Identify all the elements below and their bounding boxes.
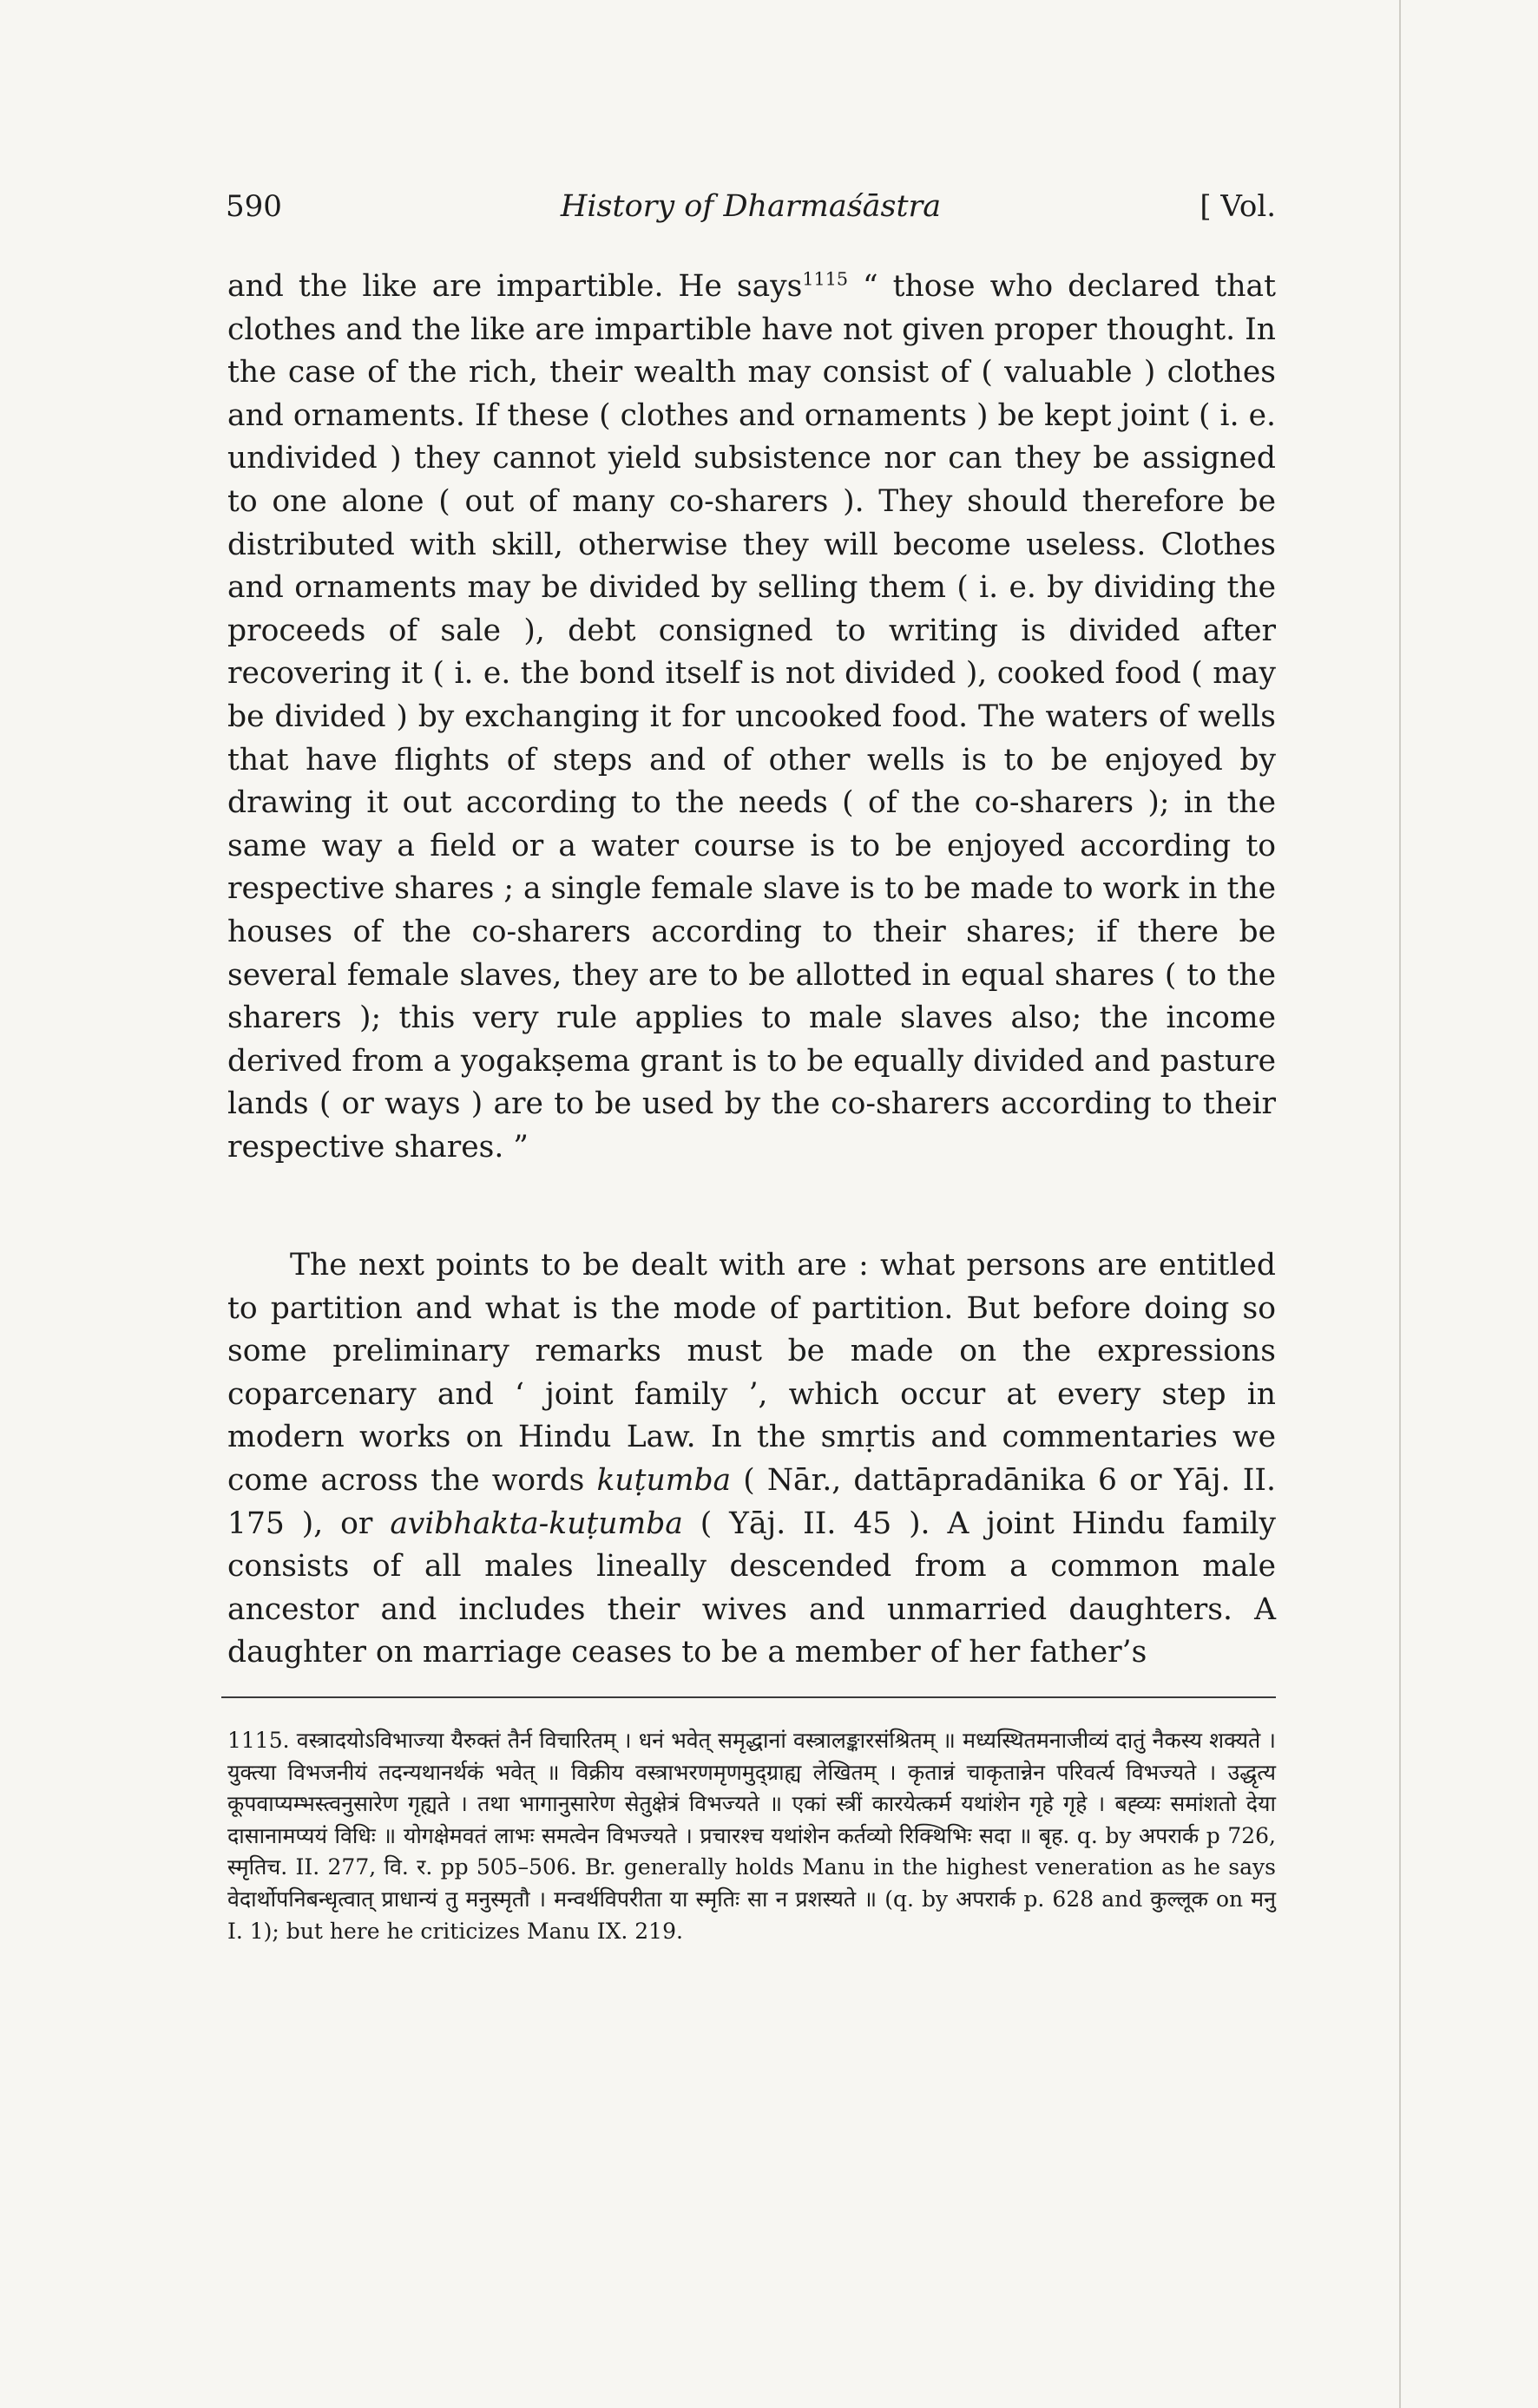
volume-marker: [ Vol. (1200, 189, 1276, 224)
footnote-reference: 1115 (802, 268, 849, 290)
term-kutumba: kuṭumba (596, 1462, 732, 1498)
para2-text-b: ( Nār., dattāpradānika 6 or Yāj. II. 175 ), or (227, 1462, 1276, 1541)
term-avibhakta-kutumba: avibhakta-kuṭumba (390, 1506, 683, 1541)
page-edge-line (1399, 0, 1401, 2408)
footnote-1115: 1115. वस्त्रादयोऽविभाज्या यैरुक्तं तैर्न विचारितम् । धनं भवेत् समृद्धानां वस्त्रालङ्कारसंश्रितम् ॥ मध्यस्थितमनाजीव्यं दातुं नैकस्य शक्यते । युक्त्या विभजनीयं तदन्यथानर्थकं भवेत् ॥ विक्रीय वस्त्राभरणमृणमुद्ग्राह्य लेखितम् । कृतान्नं चाकृतान्नेन परिवर्त्य विभज्यते । उद्धृत्य कूपवाप्यम्भस्त्वनुसारेण गृह्यते । तथा भागानुसारेण सेतुक्षेत्रं विभज्यते ॥ एकां स्त्रीं कारयेत्कर्म यथांशेन गृहे गृहे । बह्व्यः समांशतो देया दासानामप्ययं विधिः ॥ योगक्षेमवतं लाभः समत्वेन विभज्यते । प्रचारश्च यथांशेन कर्तव्यो रिक्थिभिः सदा ॥ बृह. q. by अपरार्क p 726, स्मृतिच. II. 277, वि. र. pp 505–506. Br. generally holds Manu in the highest veneration as he says वेदार्थोपनिबन्धृत्वात् प्राधान्यं तु मनुस्मृतौ । मन्वर्थविपरीता या स्मृतिः सा न प्रशस्यते ॥ (q. by अपरार्क p. 628 and कुल्लूक on मनु I. 1); but here he criticizes Manu IX. 219. (227, 1728, 1276, 1944)
page-number: 590 (226, 189, 282, 224)
para1-text-b: “ those who declared that clothes and the like are impartible have not given proper thought. In the case of the rich, their wealth may consist of ( valuable ) clothes and ornaments. If these ( clothes and ornaments ) be kept joint ( i. e. undivided ) they cannot yield subsistence nor can they be assigned to one alone ( out of many co-sharers ). They should therefore be distributed with skill, otherwise they will become useless. Clothes and ornaments may be divided by selling them ( i. e. by dividing the proceeds of sale ), debt consigned to writing is divided after recovering it ( i. e. the bond itself is not divided ), cooked food ( may be divided ) by exchanging it for uncooked food. The waters of wells that have flights of steps and of other wells is to be enjoyed by drawing it out according to the needs ( of the co-sharers ); in the same way a field or a water course is to be enjoyed according to respective shares ; a single female slave is to be made to work in the houses of the co-sharers according to their shares; if there be several female slaves, they are to be allotted in equal shares ( to the sharers ); this very rule applies to male slaves also; the income derived from a yogakṣema grant is to be equally divided and pasture lands ( or ways ) are to be used by the co-sharers according to their respective shares. ” (227, 269, 1276, 1165)
para2-text-c: ( Yāj. II. 45 ). A joint Hindu family consists of all males lineally descended from a common male ancestor and includes their wives and unmarried daughters. A daughter on marriage ceases to be a member of her father’s (227, 1506, 1276, 1670)
running-title: History of Dharmaśāstra (560, 189, 942, 224)
para2-text-a: The next points to be dealt with are : what persons are entitled to partition and what is the mode of partition. But before doing so some preliminary remarks must be made on the expressions coparcenary and ‘ joint family ’, which occur at every step in modern works on Hindu Law. In the smṛtis and commentaries we come across the words (227, 1248, 1276, 1498)
para1-text-a: and the like are impartible. He says (227, 269, 803, 304)
running-header (226, 189, 1276, 241)
paragraph-1 (227, 266, 1276, 1169)
footnote-divider (221, 1696, 1276, 1698)
paragraph-2 (227, 1244, 1276, 1675)
